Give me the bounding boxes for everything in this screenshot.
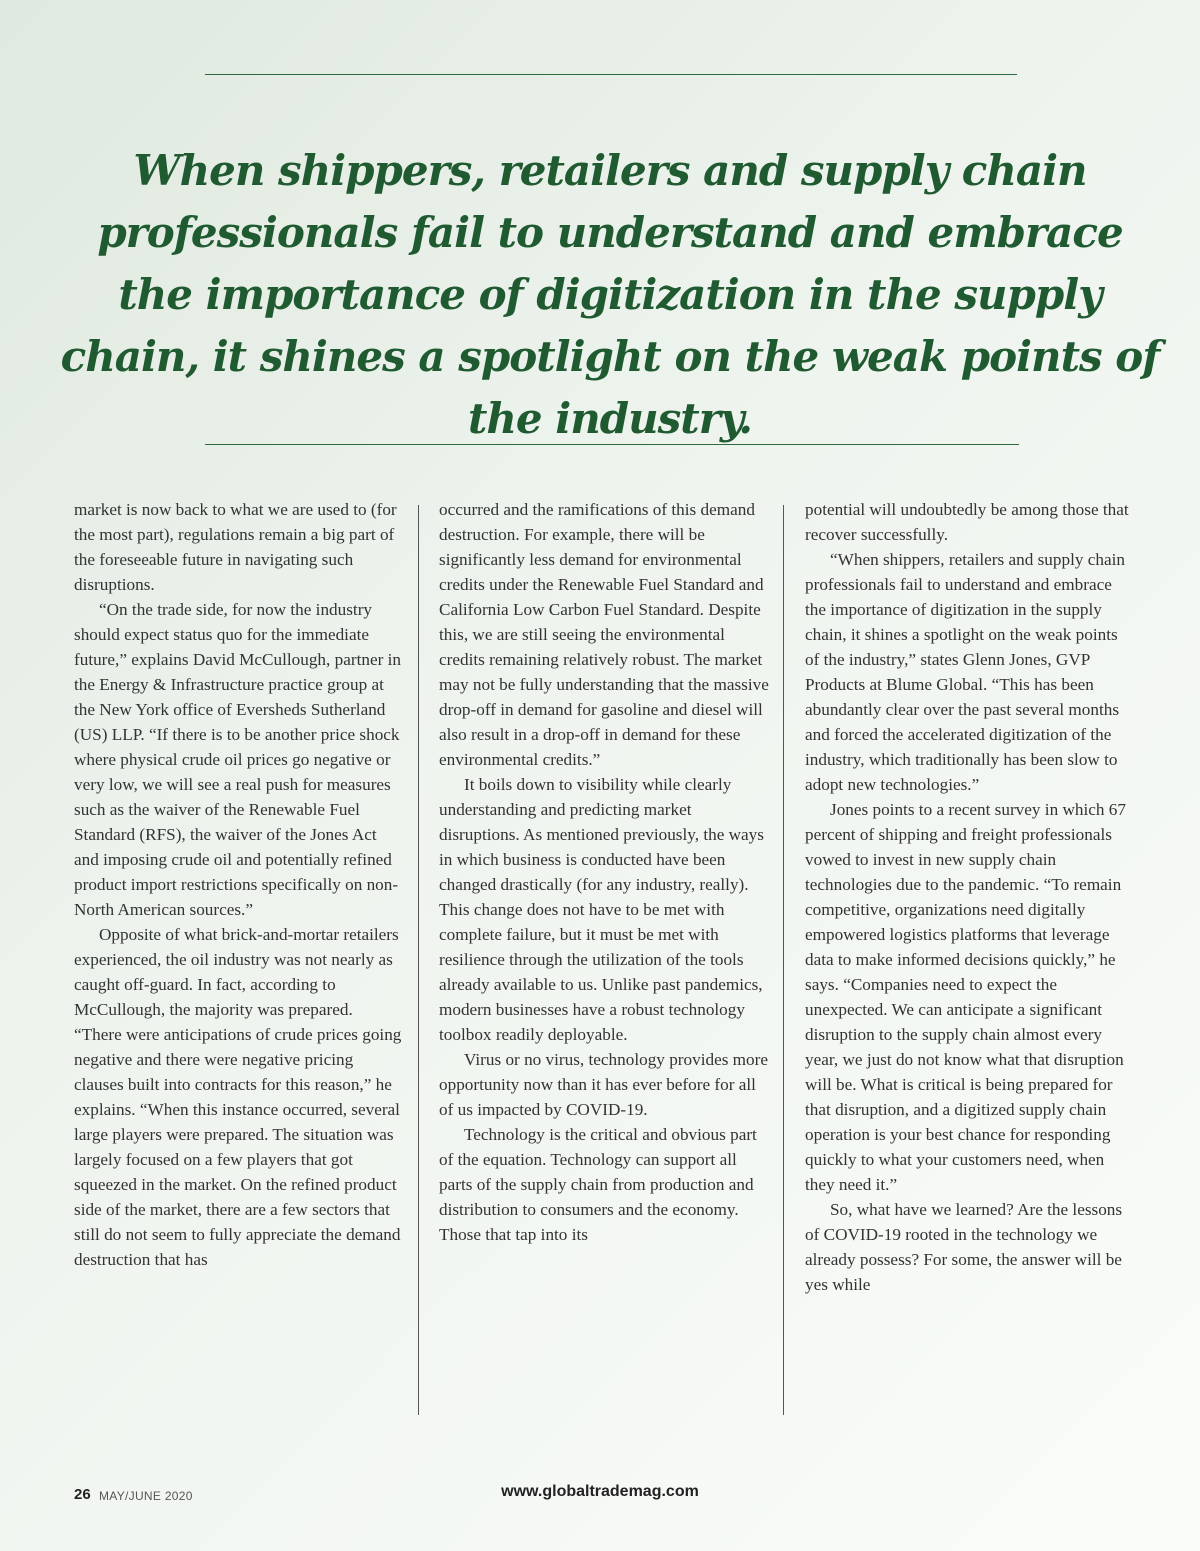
- page-number: 26: [74, 1486, 91, 1503]
- column-divider: [418, 505, 419, 1415]
- paragraph: market is now back to what we are used to (for the most part), regulations remain a big part of the foreseeable future in navigating such disruptions.: [74, 500, 397, 594]
- paragraph: occurred and the ramifications of this demand destruction. For example, there will be significantly less demand for environmental credits under the Renewable Fuel Standard and California Low Carbon Fuel Standard. Despite this, we are still seeing the environmental credits remaining relatively robust. The market may not be fully understanding that the massive drop-off in demand for gasoline and diesel will also result in a drop-off in demand for these environmental credits.”: [439, 500, 769, 769]
- article-column-1: [74, 497, 404, 1272]
- paragraph: It boils down to visibility while clearly understanding and predicting market disruptions. As mentioned previously, the ways in which business is conducted have been changed drastically (for any industry, really). This change does not have to be met with complete failure, but it must be met with resilience through the utilization of the tools already available to us. Unlike past pandemics, modern businesses have a robust technology toolbox readily deployable.: [439, 775, 764, 1044]
- pull-quote: [60, 140, 1160, 450]
- pull-quote-part-1: When shippers, retailers and supply chain professionals: [97, 146, 1087, 257]
- issue-date: MAY/JUNE 2020: [99, 1489, 193, 1503]
- paragraph: So, what have we learned? Are the lessons of COVID-19 rooted in the technology we already possess? For some, the answer will be yes while: [805, 1200, 1123, 1294]
- article-column-3: [805, 497, 1135, 1297]
- paragraph: Technology is the critical and obvious part of the equation. Technology can support all parts of the supply chain from production and distribution to consumers and the economy. Those that tap into its: [439, 1125, 757, 1244]
- pull-quote-emphasis: fail to understand and embrace the importance of digitization: [118, 208, 1123, 319]
- paragraph: “When shippers, retailers and supply chain professionals fail to understand and embrace the importance of digitization in the supply chain, it shines a spotlight on the weak points of the industry,” states Glenn Jones, GVP Products at Blume Global. “This has been abundantly clear over the past several months and forced the accelerated digitization of the industry, which traditionally has been slow to adopt new technologies.”: [805, 550, 1125, 794]
- paragraph: Jones points to a recent survey in which 67 percent of shipping and freight professionals vowed to invest in new supply chain technologies due to the pandemic. “To remain competitive, organizations need digitally empowered logistics platforms that leverage data to make informed decisions quickly,” he says. “Companies need to expect the unexpected. We can anticipate a significant disruption to the supply chain almost every year, we just do not know what that disruption will be. What is critical is being prepared for that disruption, and a digitized supply chain operation is your best chance for responding quickly to what your customers need, when they need it.”: [805, 800, 1126, 1194]
- pull-quote-part-2: in the supply chain, it shines a spotlight on the weak points of the industry.: [60, 270, 1160, 443]
- bottom-divider-rule: [205, 444, 1019, 445]
- website-url[interactable]: www.globaltrademag.com: [501, 1483, 699, 1500]
- column-divider: [783, 505, 784, 1415]
- top-divider-rule: [205, 74, 1017, 75]
- paragraph: Virus or no virus, technology provides more opportunity now than it has ever before for all of us impacted by COVID-19.: [439, 1050, 768, 1119]
- article-column-2: [439, 497, 769, 1247]
- paragraph: Opposite of what brick-and-mortar retailers experienced, the oil industry was not nearly as caught off-guard. In fact, according to McCullough, the majority was prepared. “There were anticipations of crude prices going negative and there were negative pricing clauses built into contracts for this reason,” he explains. “When this instance occurred, several large players were prepared. The situation was largely focused on a few players that got squeezed in the market. On the refined product side of the market, there are a few sectors that still do not seem to fully appreciate the demand destruction that has: [74, 925, 402, 1269]
- paragraph: potential will undoubtedly be among those that recover successfully.: [805, 500, 1129, 544]
- paragraph: “On the trade side, for now the industry should expect status quo for the immediate future,” explains David McCullough, partner in the Energy & Infrastructure practice group at the New York office of Eversheds Sutherland (US) LLP. “If there is to be another price shock where physical crude oil prices go negative or very low, we will see a real push for measures such as the waiver of the Renewable Fuel Standard (RFS), the waiver of the Jones Act and imposing crude oil and potentially refined product import restrictions specifically on non-North American sources.”: [74, 600, 401, 919]
